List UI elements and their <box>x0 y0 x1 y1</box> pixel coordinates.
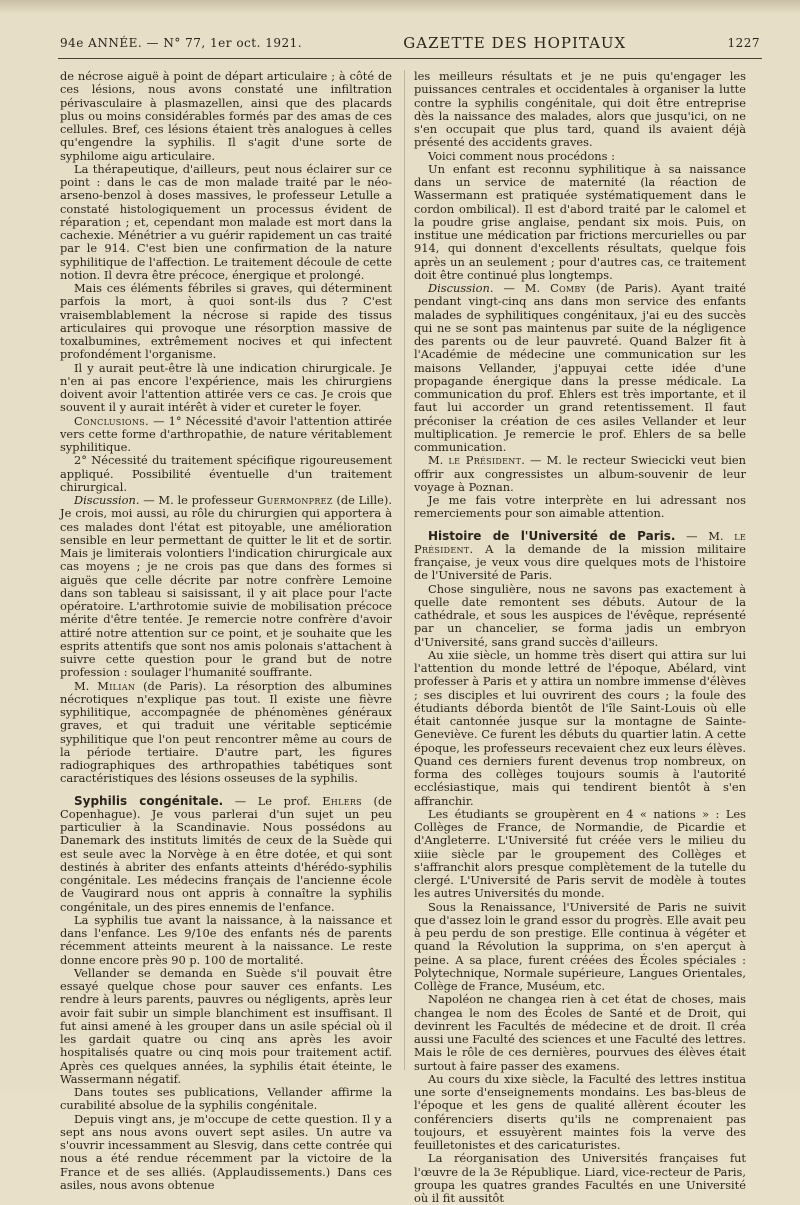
paragraph <box>60 415 392 455</box>
section-heading-paragraph <box>60 795 392 914</box>
header-rule <box>58 58 762 59</box>
publication-title: GAZETTE DES HOPITAUX <box>403 34 627 52</box>
paragraph-text: (de Lille). Je crois, moi aussi, au rôle du chirurgien qui apportera à ces malades dont l'état est pitoyable, une amélioration sensible en leur permettant de quitter le lit et de sortir. Mais je limiterais volontiers l'indication chirurgicale aux cas moyens ; je ne crois pas que dans des formes si aiguës que celle décrite par notre confrère Lemoine dans son tableau si saisissant, il y ait place pour l'acte opératoire. L'arthrotomie suivie de mobilisation précoce mérite d'être tentée. Je remercie notre confrère d'avoir attiré notre attention sur ce point, et je souhaite que les esprits attentifs que sont nos amis polonais s'attachent à suivre cette question pour le grand but de notre profession : soulager l'humanité souffrante. <box>60 493 392 680</box>
paragraph: La thérapeutique, d'ailleurs, peut nous éclairer sur ce point : dans le cas de mon malade traité par le néo-arseno-benzol à doses massives, le professeur Letulle a constaté histologiquement un processus évident de réparation ; et, cependant mon malade est mort dans la cachexie. Ménétrier a vu guérir rapidement un cas traité par le 914. C'est bien une confirmation de la nature syphilitique de l'affection. Le traitement découle de cette notion. Il devra être précoce, énergique et prolongé. <box>60 161 392 282</box>
paragraph: Il y aurait peut-être là une indication chirurgicale. Je n'en ai pas encore l'expérience, mais les chirurgiens doivent avoir l'attention attirée vers ce cas. Je crois que souvent il y aurait intérêt à vider et cureter le foyer. <box>60 360 392 415</box>
paragraph: de nécrose aiguë à point de départ articulaire ; à côté de ces lésions, nous avons constaté une infiltration périvasculaire à plasmazellen, ainsi que des placards plus ou moins considérables formés par des amas de ces cellules. Bref, ces lésions étaient très analogues à celles qu'engendre la syphilis. Il s'agit d'une sorte de syphilome aigu articulaire. <box>60 69 392 163</box>
issue-info: 94e ANNÉE. — N° 77, 1er oct. 1921. <box>60 36 303 50</box>
speaker-name: Ehlers <box>322 793 362 808</box>
paragraph-text: — M. <box>675 528 735 543</box>
paragraph-text: . A la demande de la mission militaire française, je veux vous dire quelques mots de l'histoire de l'Université de Paris. <box>414 541 746 583</box>
paragraph: Vellander se demanda en Suède s'il pouvait être essayé quelque chose pour sauver ces enfants. Les rendre à leurs parents, pauvres ou négligents, après leur avoir fait subir un simple blanchiment est insuffisant. Il fut ainsi amené à les grouper dans un asile spécial où il les gardait quatre ou cinq ans après les avoir hospitalisés quatre ou cinq mois pour traitement actif. Après ces quelques années, la syphilis était éteinte, le Wassermann négatif. <box>60 965 392 1086</box>
paragraph: Napoléon ne changea rien à cet état de choses, mais changea le nom des Écoles de Santé et de Droit, qui devinrent les Facultés de médecine et de droit. Il créa aussi une Faculté des sciences et une Faculté des lettres. Mais le rôle de ces dernières, pourvues des élèves était surtout à faire passer des examens. <box>414 992 746 1073</box>
section-heading: Histoire de l'Université de Paris. <box>428 528 676 543</box>
paragraph: les meilleurs résultats et je ne puis qu'engager les puissances centrales et occidentales à organiser la lutte contre la syphilis congénitale, qui doit être entreprise dès la naissance des malades, alors que jusqu'ici, on ne s'en occupait que plus tard, quand ils avaient déjà présenté des accidents graves. <box>414 69 746 150</box>
paragraph-text: (de Copenhague). Je vous parlerai d'un sujet un peu particulier à la Scandinavie. Nous possédons au Danemark des instituts limités de ceux de la Suède qui est seule avec la Norvège à en être dotée, et qui sont destinés à abriter des enfants atteints d'hérédo-syphilis congénitale. Les médecins français de l'ancienne école de Vaugirard nous ont appris à connaître la syphilis congénitale, un des pires ennemis de l'enfance. <box>60 793 392 914</box>
paragraph: Voici comment nous procédons : <box>428 148 615 163</box>
right-column <box>414 70 746 1205</box>
column-divider <box>404 70 405 1070</box>
paragraph: Chose singulière, nous ne savons pas exactement à quelle date remontent ses débuts. Autour de la cathédrale, et sous les auspices de l'évêque, représenté par un chancelier, se forma jadis un embryon d'Université, sans grand succès d'ailleurs. <box>414 581 746 649</box>
paragraph <box>60 680 392 786</box>
left-column <box>60 70 392 1192</box>
paragraph-text: (de Paris). La résorption des albumines nécrotiques n'explique pas tout. Il existe une fièvre syphilitique, accompagnée de phénomènes généraux graves, et qui traduit une véritable septicémie syphilitique que l'on peut rencontrer même au cours de la période tertiaire. D'autre part, les figures radiographiques des arthropathies tabétiques sont caractéristiques des lésions osseuses de la syphilis. <box>60 678 393 786</box>
speaker-name: le Président <box>448 453 522 468</box>
page-number: 1227 <box>727 36 760 50</box>
paragraph-text: — M. <box>493 281 551 295</box>
paragraph: 2° Nécessité du traitement spécifique rigoureusement appliqué. Possibilité éventuelle d'un traitement chirurgical. <box>60 453 392 494</box>
paragraph-text: — 1° Nécessité d'avoir l'attention attirée vers cette forme d'arthropathie, de nature véritablement syphilitique. <box>60 413 392 454</box>
paragraph <box>414 454 746 494</box>
paragraph-text: — Le prof. <box>223 793 323 808</box>
page-top-shadow <box>0 0 800 14</box>
paragraph-text: M. <box>74 678 98 693</box>
paragraph: Je me fais votre interprète en lui adressant nos remerciements pour son aimable attention. <box>414 493 746 521</box>
section-heading-paragraph <box>414 530 746 583</box>
paragraph-text: . — M. le recteur Swiecicki veut bien offrir aux congressistes un album-souvenir de leur voyage à Poznan. <box>414 453 746 494</box>
paragraph <box>60 494 392 680</box>
paragraph: Sous la Renaissance, l'Université de Paris ne suivit que d'assez loin le grand essor du progrès. Elle avait peu à peu perdu de son prestige. Elle continua à végéter et quand la Révolution la supprima, on s'en aperçut à peine. A sa place, furent créées des Écoles spéciales : Polytechnique, Normale supérieure, Langues Orientales, Collège de France, Muséum, etc. <box>414 899 746 993</box>
page-header <box>60 30 760 56</box>
speaker-name: Milian <box>97 678 136 693</box>
paragraph: Dans toutes ses publications, Vellander affirme la curabilité absolue de la syphilis congénitale. <box>60 1085 392 1113</box>
discussion-label: Discussion. <box>74 493 140 507</box>
paragraph: Au cours du xixe siècle, la Faculté des lettres institua une sorte d'enseignements mondains. Les bas-bleus de l'époque et les gens de qualité allèrent écouter les conférenciers diserts qu'ils ne comprenaient pas toujours, et essuyèrent maintes fois la verve des feuilletonistes et des caricaturistes. <box>414 1071 746 1152</box>
paragraph: Mais ces éléments fébriles si graves, qui déterminent parfois la mort, à quoi sont-ils dus ? C'est vraisemblablement la nécrose si rapide des tissus articulaires qui provoque une résorption massive de toxalbumines, extrêmement nocives et qui infectent profondément l'organisme. <box>60 281 392 362</box>
paragraph: La syphilis tue avant la naissance, à la naissance et dans l'enfance. Les 9/10e des enfants nés de parents récemment atteints meurent à la naissance. Le reste donne encore près 90 p. 100 de mortalité. <box>60 912 392 967</box>
paragraph: Depuis vingt ans, je m'occupe de cette question. Il y a sept ans nous avons ouvert sept asiles. Un autre va s'ouvrir incessamment au Slesvig, dans cette contrée qui nous a été rendue récemment par la victoire de la France et de ses alliés. (Applaudissements.) Dans ces asiles, nous avons obtenue <box>60 1111 392 1192</box>
speaker-name: le Président <box>414 528 746 556</box>
speaker-name: Guermonprez <box>257 493 333 507</box>
paragraph-text: M. <box>428 453 449 468</box>
discussion-label: Discussion. <box>428 281 494 295</box>
paragraph: Au xiie siècle, un homme très disert qui attira sur lui l'attention du monde lettré de l'époque, Abélard, vint professer à Paris et y attira un nombre immense d'élèves ; ses disciples et lui ouvrirent des cours ; la foule des étudiants déborda bientôt de l'île Saint-Louis où elle était cantonnée jusque sur la montagne de Sainte-Geneviève. Ce furent les débuts du quartier latin. A cette époque, les professeurs recevaient chez eux leurs élèves. Quand ces derniers furent devenus trop nombreux, on forma des collèges toujours soumis à l'autorité ecclésiastique, mais qui tendirent bientôt à s'en affranchir. <box>414 647 746 808</box>
paragraph: Un enfant est reconnu syphilitique à sa naissance dans un service de maternité (la réaction de Wassermann est pratiquée systématiquement dans le cordon ombilical). Il est d'abord traité par le calomel et la poudre grise anglaise, pendant six mois. Puis, on institue une médication par frictions mercurielles ou par 914, qui donnent d'excellents résultats, quelque fois après un an seulement ; pour d'autres cas, ce traitement doit être continué plus longtemps. <box>414 161 746 282</box>
speaker-name: Comby <box>550 281 587 295</box>
paragraph <box>414 282 746 454</box>
paragraph: La réorganisation des Universités françaises fut l'œuvre de la 3e République. Liard, vice-recteur de Paris, groupa les quatres grandes Facultés en une Université où il fit aussitôt <box>414 1151 746 1205</box>
paragraph-text: (de Paris). Ayant traité pendant vingt-cinq ans dans mon service des enfants malades de syphilitiques congénitaux, j'ai eu des succès qui ne se sont pas maintenus par suite de la négligence des parents ou de leur pauvreté. Quand Balzer fit à l'Académie de médecine une communication sur les maisons Vellander, j'appuyai cette idée d'une propagande énergique dans la presse médicale. La communication du prof. Ehlers est très importante, et il faut lui accorder un grand retentissement. Il faut préconiser la création de ces asiles Vellander et leur multiplication. Je remercie le prof. Ehlers de sa belle communication. <box>414 281 746 454</box>
paragraph: Les étudiants se groupèrent en 4 « nations » : Les Collèges de France, de Normandie, de Picardie et d'Angleterre. L'Université fut créée vers le milieu du xiiie siècle par le groupement des Collèges et s'affranchit alors presque complètement de la tutelle du clergé. L'Université de Paris servit de modèle à toutes les autres Universités du monde. <box>414 806 746 901</box>
conclusions-label: Conclusions. <box>74 413 149 428</box>
paragraph-text: — M. le professeur <box>139 493 258 507</box>
section-heading: Syphilis congénitale. <box>74 793 224 808</box>
